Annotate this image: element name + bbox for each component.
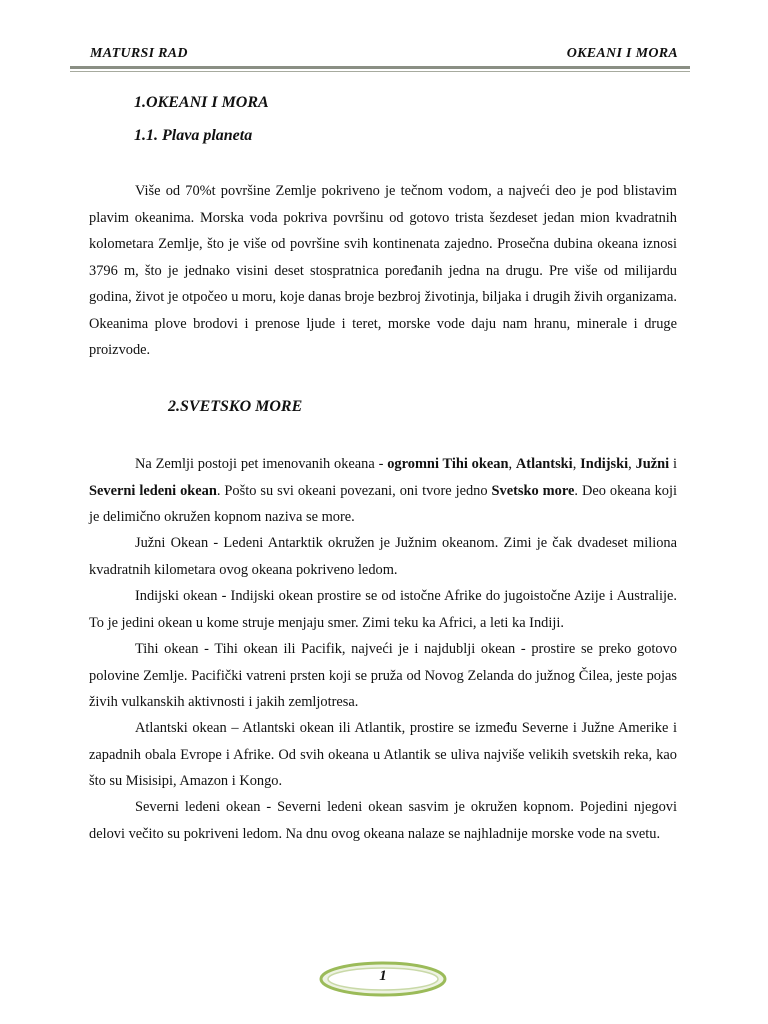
chapter-heading-svetsko-more: 2.SVETSKO MORE [168,398,303,415]
paragraph-atlantski-okean: Atlantski okean – Atlantski okean ili Atlantik, prostire se između Severne i Južne Amerike i zapadnih obala Evrope i Afrike. Od svih okeana u Atlantik se uliva najviše velikih svetskih reka, kao što su Misisipi, Amazon i Kongo. [89,720,677,789]
paragraph-tihi-okean: Tihi okean - Tihi okean ili Pacifik, najveći je i najdublji okean - prostire se preko gotovo polovine Zemlje. Pacifički vatreni prsten koji se pruža od Novog Zelanda do južnog Čilea, jeste pojas živih vulkanskih aktivnosti i jakih zemljotresa. [89,641,677,710]
page-number-badge [318,960,448,998]
page-number: 1 [379,968,387,984]
chapter-heading: 1.OKEANI I MORA [134,94,269,111]
paragraph-pet-okeana: Na Zemlji postoji pet imenovanih okeana - ogromni Tihi okean, Atlantski, Indijski, Južni i Severni ledeni okean. Pošto su svi okeani povezani, oni tvore jedno Svetsko more. Deo okeana koji je delimično okružen kopnom naziva se more. [89,456,677,525]
running-header-right: OKEANI I MORA [566,46,678,61]
paragraph-plava-planeta: Više od 70%t površine Zemlje pokriveno je tečnom vodom, a najveći deo je pod blistavim plavim okeanima. Morska voda pokriva površinu od gotovo trista šezdeset jedan mion kvadratnih kolometara Zemlje, što je više od površine svih kontinenata zajedno. Prosečna dubina okeana iznosi 3796 m, što je jednako visini deset stospratnica poređanih jedna na drugu. Pre više od milijardu godina, život je otpočeo u moru, koje danas broje bezbroj životinja, biljaka i drugih živih organizama. Okeanima plove brodovi i prenose ljude i teret, morske vode daju nam hranu, minerale i druge proizvode. [89,183,677,358]
section-heading: 1.1. Plava planeta [134,127,253,144]
paragraph-indijski-okean: Indijski okean - Indijski okean prostire se od istočne Afrike do jugoistočne Azije i Australije. To je jedini okean u kome struje menjaju smer. Zimi teku ka Africi, a leti ka Indiji. [89,588,677,631]
paragraph-severni-ledeni-okean: Severni ledeni okean - Severni ledeni okean sasvim je okružen kopnom. Pojedini njegovi delovi večito su pokriveni ledom. Na dnu ovog okeana nalaze se najhladnije morske vode na svetu. [89,799,677,842]
running-header-left: MATURSI RAD [90,46,188,61]
paragraph-juzni-okean: Južni Okean - Ledeni Antarktik okružen je Južnim okeanom. Zimi je čak dvadeset miliona kvadratnih kilometara ovog okeana pokriveno ledom. [89,535,677,578]
header-rule-thin [70,71,690,72]
header-rule [70,66,690,69]
